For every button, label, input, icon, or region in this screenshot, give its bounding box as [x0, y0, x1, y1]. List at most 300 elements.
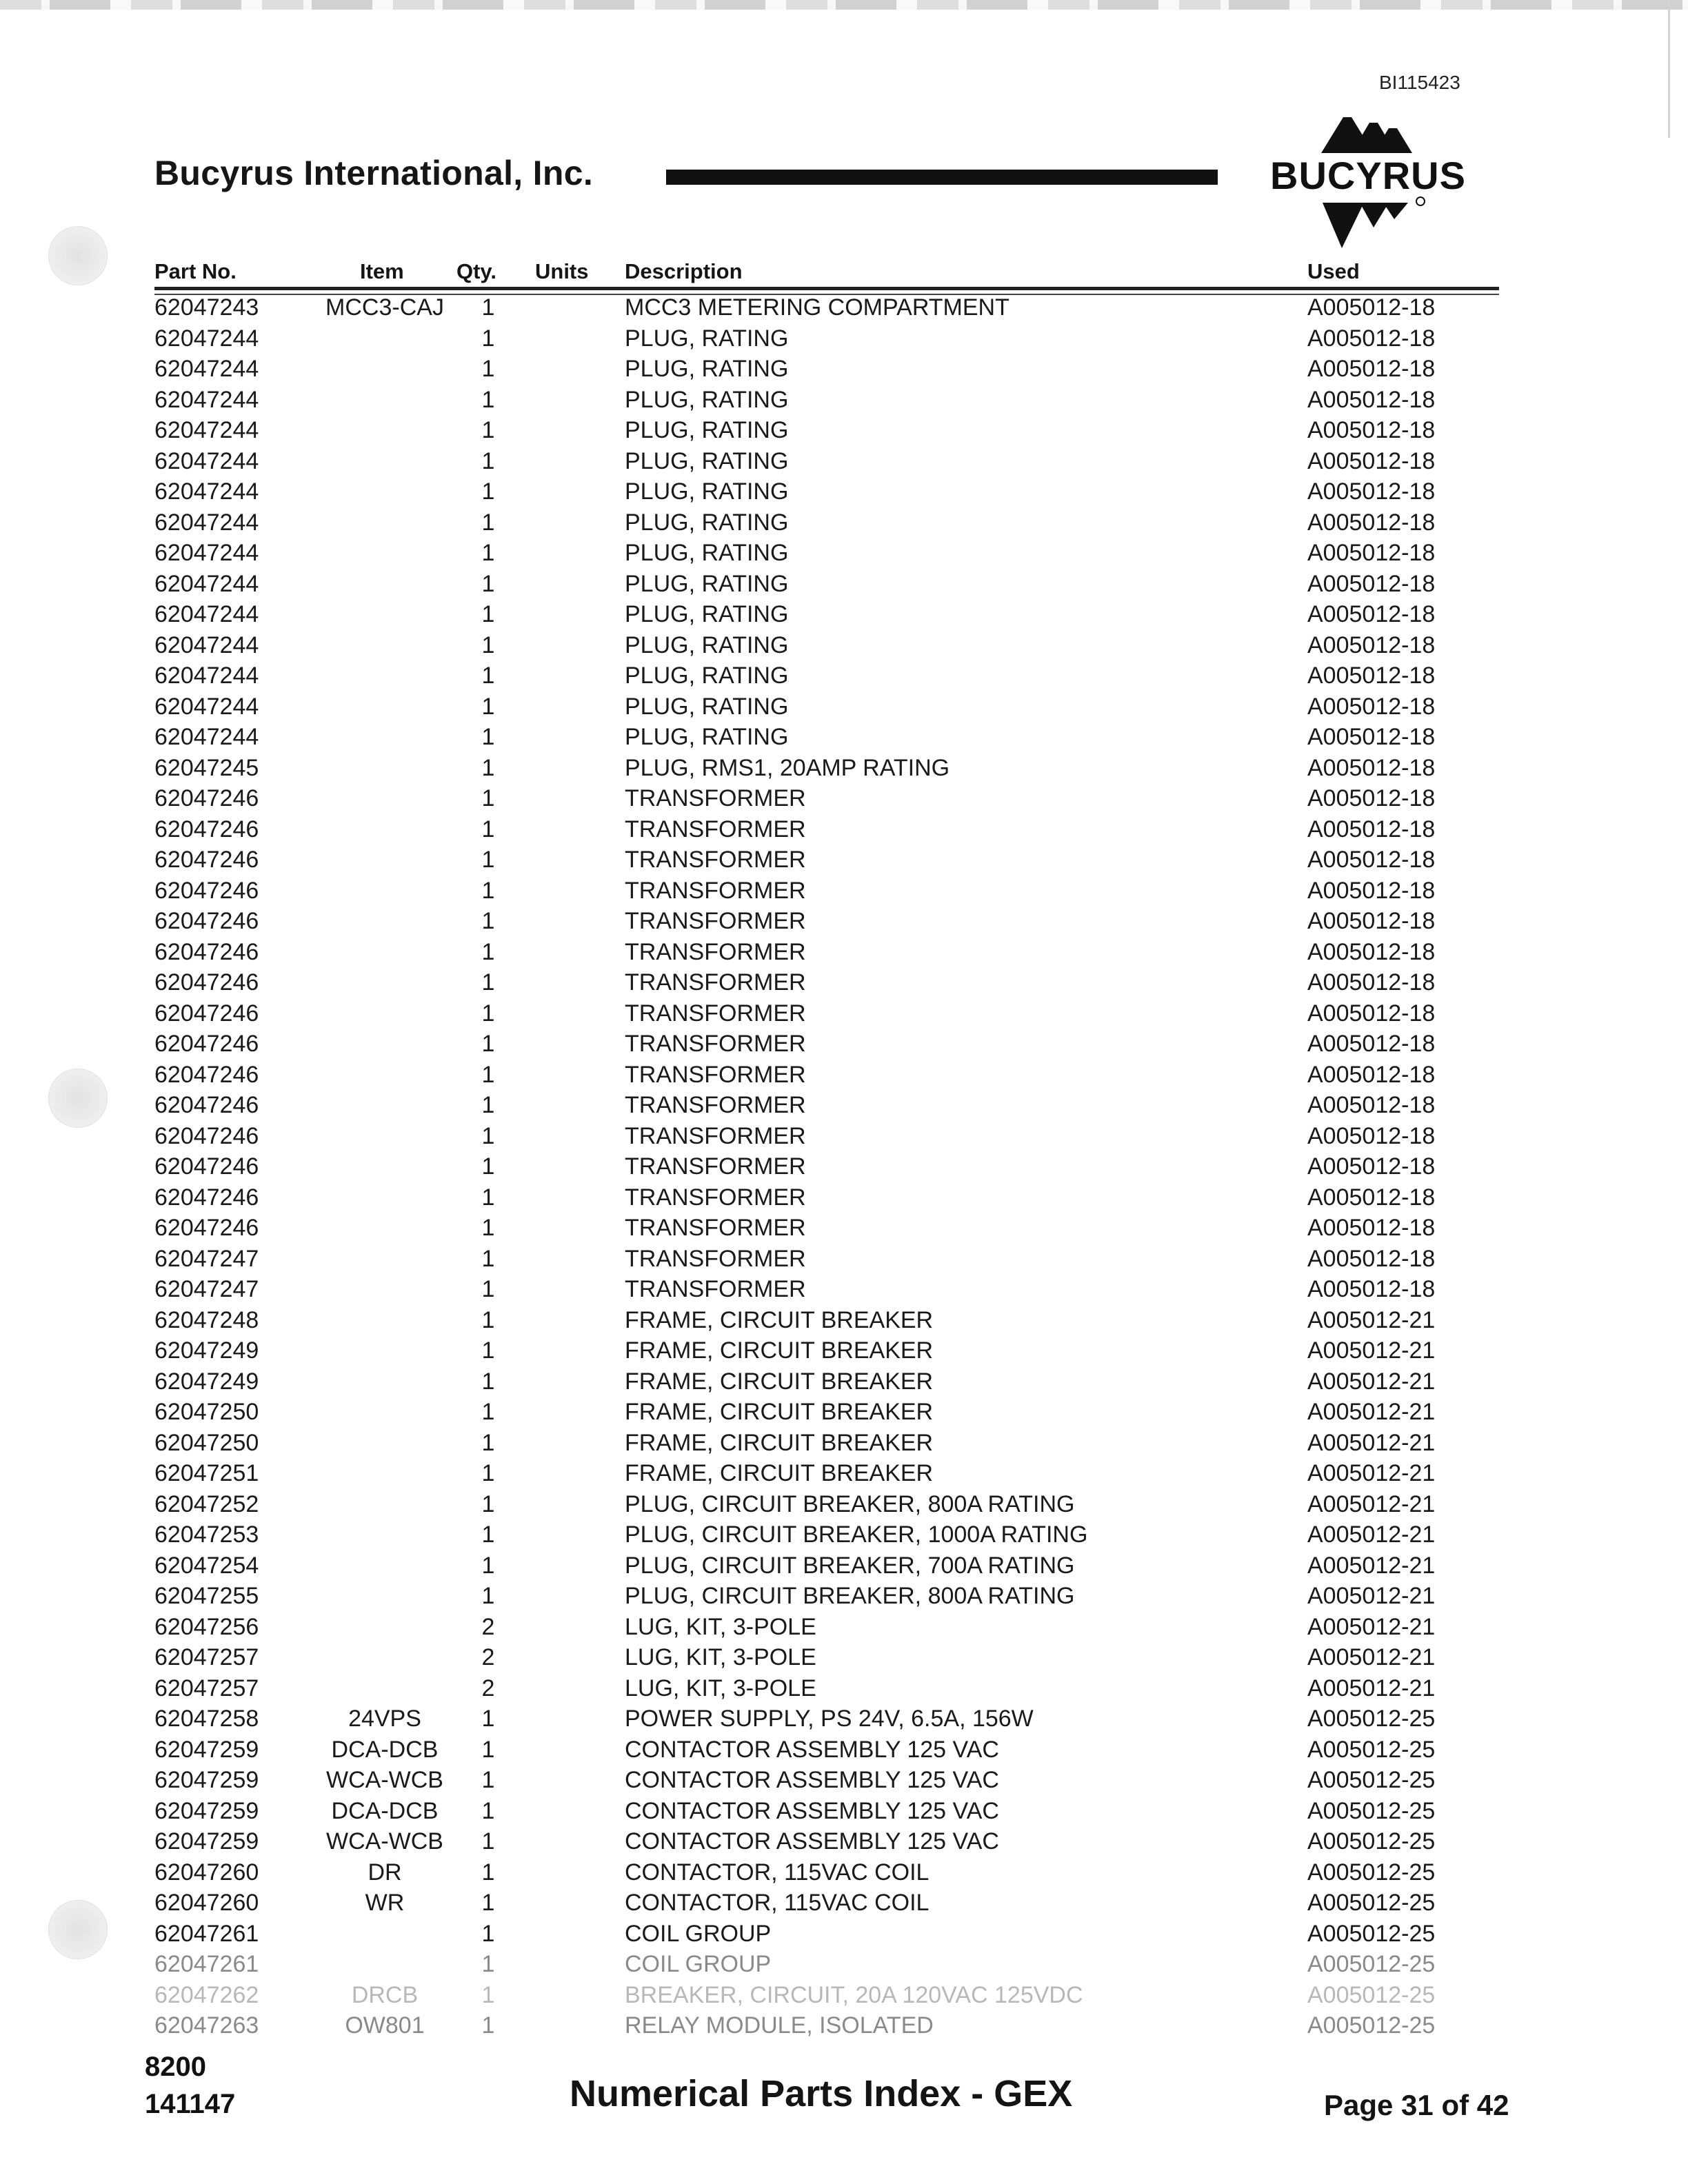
used-cell: A005012-18	[1307, 540, 1436, 566]
used-cell: A005012-25	[1307, 1890, 1436, 1916]
qty-cell: 1	[481, 693, 495, 720]
description-cell: PLUG, RATING	[625, 417, 789, 443]
part-no-cell: 62047247	[154, 1245, 259, 1272]
qty-cell: 1	[481, 1306, 495, 1333]
part-no-cell: 62047243	[154, 294, 259, 321]
qty-cell: 1	[481, 1429, 495, 1456]
table-row	[0, 937, 1688, 968]
table-row	[0, 660, 1688, 691]
part-no-cell: 62047253	[154, 1521, 259, 1548]
used-cell: A005012-21	[1307, 1368, 1436, 1395]
qty-cell: 1	[481, 386, 495, 413]
used-cell: A005012-21	[1307, 1613, 1436, 1640]
used-cell: A005012-18	[1307, 693, 1436, 720]
column-header-item: Item	[360, 259, 404, 283]
used-cell: A005012-21	[1307, 1521, 1436, 1548]
used-cell: A005012-21	[1307, 1399, 1436, 1425]
used-cell: A005012-18	[1307, 1031, 1436, 1057]
part-no-cell: 62047246	[154, 1031, 259, 1057]
part-no-cell: 62047259	[154, 1767, 259, 1793]
used-cell: A005012-25	[1307, 1920, 1436, 1947]
company-name: Bucyrus International, Inc.	[154, 154, 594, 192]
used-cell: A005012-18	[1307, 1153, 1436, 1180]
part-no-cell: 62047255	[154, 1583, 259, 1609]
description-cell: TRANSFORMER	[625, 1092, 806, 1118]
qty-cell: 1	[481, 1736, 495, 1763]
qty-cell: 1	[481, 325, 495, 352]
table-row	[0, 1090, 1688, 1121]
logo-wordmark: BUCYRUS	[1270, 154, 1466, 197]
table-row	[0, 630, 1688, 661]
table-row	[0, 1458, 1688, 1489]
part-no-cell: 62047244	[154, 386, 259, 413]
part-no-cell: 62047246	[154, 877, 259, 904]
qty-cell: 1	[481, 2012, 495, 2039]
description-cell: TRANSFORMER	[625, 938, 806, 965]
table-row	[0, 783, 1688, 814]
table-row	[0, 906, 1688, 937]
header-rule	[666, 170, 1218, 185]
table-row	[0, 998, 1688, 1029]
used-cell: A005012-25	[1307, 1797, 1436, 1824]
used-cell: A005012-18	[1307, 509, 1436, 536]
parts-table	[0, 292, 1688, 2041]
qty-cell: 1	[481, 1951, 495, 1977]
footer-title: Numerical Parts Index - GEX	[570, 2073, 1073, 2114]
part-no-cell: 62047262	[154, 1981, 259, 2008]
table-row	[0, 1888, 1688, 1919]
part-no-cell: 62047260	[154, 1859, 259, 1885]
description-cell: PLUG, RATING	[625, 447, 789, 474]
used-cell: A005012-25	[1307, 1951, 1436, 1977]
qty-cell: 1	[481, 1460, 495, 1486]
table-row	[0, 845, 1688, 876]
used-cell: A005012-21	[1307, 1552, 1436, 1579]
description-cell: TRANSFORMER	[625, 969, 806, 995]
part-no-cell: 62047261	[154, 1951, 259, 1977]
scan-edge-artifact	[1668, 0, 1670, 138]
table-row	[0, 323, 1688, 354]
qty-cell: 1	[481, 1797, 495, 1824]
column-header-part-no: Part No.	[154, 259, 237, 283]
table-row	[0, 569, 1688, 600]
item-cell: DRCB	[351, 1981, 419, 2008]
table-row	[0, 1581, 1688, 1612]
part-no-cell: 62047248	[154, 1306, 259, 1333]
part-no-cell: 62047246	[154, 816, 259, 842]
qty-cell: 2	[481, 1644, 495, 1670]
column-header-used: Used	[1307, 259, 1360, 283]
table-row	[0, 1949, 1688, 1980]
qty-cell: 1	[481, 1000, 495, 1027]
used-cell: A005012-21	[1307, 1337, 1436, 1364]
description-cell: PLUG, RATING	[625, 325, 789, 352]
table-row	[0, 446, 1688, 477]
part-no-cell: 62047246	[154, 969, 259, 995]
description-cell: CONTACTOR ASSEMBLY 125 VAC	[625, 1767, 999, 1793]
description-cell: TRANSFORMER	[625, 1276, 806, 1302]
qty-cell: 1	[481, 1583, 495, 1609]
description-cell: CONTACTOR ASSEMBLY 125 VAC	[625, 1736, 999, 1763]
qty-cell: 1	[481, 1399, 495, 1425]
description-cell: PLUG, RATING	[625, 570, 789, 597]
item-cell: DR	[368, 1859, 402, 1885]
part-no-cell: 62047260	[154, 1890, 259, 1916]
qty-cell: 1	[481, 1920, 495, 1947]
description-cell: TRANSFORMER	[625, 1153, 806, 1180]
used-cell: A005012-25	[1307, 1706, 1436, 1732]
used-cell: A005012-21	[1307, 1644, 1436, 1670]
part-no-cell: 62047246	[154, 1122, 259, 1149]
part-no-cell: 62047254	[154, 1552, 259, 1579]
used-cell: A005012-18	[1307, 1184, 1436, 1211]
description-cell: PLUG, RATING	[625, 509, 789, 536]
description-cell: PLUG, CIRCUIT BREAKER, 1000A RATING	[625, 1521, 1088, 1548]
qty-cell: 2	[481, 1675, 495, 1701]
part-no-cell: 62047244	[154, 417, 259, 443]
table-row	[0, 1151, 1688, 1182]
part-no-cell: 62047261	[154, 1920, 259, 1947]
part-no-cell: 62047246	[154, 1092, 259, 1118]
table-row	[0, 1029, 1688, 1060]
table-row	[0, 1826, 1688, 1857]
qty-cell: 1	[481, 1981, 495, 2008]
part-no-cell: 62047250	[154, 1399, 259, 1425]
part-no-cell: 62047246	[154, 785, 259, 811]
qty-cell: 1	[481, 1122, 495, 1149]
description-cell: PLUG, RATING	[625, 601, 789, 627]
item-cell: WCA-WCB	[326, 1828, 443, 1854]
used-cell: A005012-18	[1307, 570, 1436, 597]
qty-cell: 1	[481, 663, 495, 689]
table-row	[0, 1060, 1688, 1091]
description-cell: TRANSFORMER	[625, 1184, 806, 1211]
qty-cell: 1	[481, 540, 495, 566]
part-no-cell: 62047244	[154, 540, 259, 566]
used-cell: A005012-21	[1307, 1429, 1436, 1456]
used-cell: A005012-18	[1307, 938, 1436, 965]
qty-cell: 1	[481, 356, 495, 382]
part-no-cell: 62047259	[154, 1797, 259, 1824]
table-row	[0, 1919, 1688, 1950]
table-row	[0, 1857, 1688, 1888]
used-cell: A005012-18	[1307, 908, 1436, 934]
table-row	[0, 1305, 1688, 1336]
description-cell: PLUG, RATING	[625, 663, 789, 689]
table-row	[0, 1274, 1688, 1305]
description-cell: RELAY MODULE, ISOLATED	[625, 2012, 934, 2039]
item-cell: WR	[365, 1890, 405, 1916]
table-row	[0, 385, 1688, 416]
part-no-cell: 62047244	[154, 447, 259, 474]
used-cell: A005012-18	[1307, 969, 1436, 995]
qty-cell: 1	[481, 1706, 495, 1732]
used-cell: A005012-25	[1307, 1859, 1436, 1885]
used-cell: A005012-25	[1307, 1981, 1436, 2008]
part-no-cell: 62047257	[154, 1675, 259, 1701]
description-cell: CONTACTOR, 115VAC COIL	[625, 1859, 930, 1885]
description-cell: PLUG, RMS1, 20AMP RATING	[625, 754, 950, 781]
qty-cell: 1	[481, 1859, 495, 1885]
used-cell: A005012-18	[1307, 1122, 1436, 1149]
table-row	[0, 722, 1688, 753]
used-cell: A005012-25	[1307, 2012, 1436, 2039]
qty-cell: 1	[481, 631, 495, 658]
table-row	[0, 1121, 1688, 1152]
used-cell: A005012-18	[1307, 754, 1436, 781]
used-cell: A005012-18	[1307, 663, 1436, 689]
description-cell: PLUG, RATING	[625, 724, 789, 750]
qty-cell: 1	[481, 1061, 495, 1088]
table-row	[0, 753, 1688, 784]
part-no-cell: 62047246	[154, 1061, 259, 1088]
description-cell: FRAME, CIRCUIT BREAKER	[625, 1306, 934, 1333]
item-cell: WCA-WCB	[326, 1767, 443, 1793]
description-cell: MCC3 METERING COMPARTMENT	[625, 294, 1009, 321]
qty-cell: 1	[481, 1767, 495, 1793]
qty-cell: 1	[481, 1337, 495, 1364]
used-cell: A005012-18	[1307, 816, 1436, 842]
table-row	[0, 1796, 1688, 1827]
qty-cell: 1	[481, 908, 495, 934]
used-cell: A005012-18	[1307, 1276, 1436, 1302]
qty-cell: 1	[481, 294, 495, 321]
qty-cell: 1	[481, 1552, 495, 1579]
description-cell: POWER SUPPLY, PS 24V, 6.5A, 156W	[625, 1706, 1034, 1732]
used-cell: A005012-18	[1307, 478, 1436, 505]
part-no-cell: 62047251	[154, 1460, 259, 1486]
part-no-cell: 62047249	[154, 1337, 259, 1364]
part-no-cell: 62047250	[154, 1429, 259, 1456]
qty-cell: 1	[481, 478, 495, 505]
part-no-cell: 62047247	[154, 1276, 259, 1302]
item-cell: 24VPS	[348, 1706, 421, 1732]
description-cell: COIL GROUP	[625, 1951, 772, 1977]
part-no-cell: 62047244	[154, 509, 259, 536]
part-no-cell: 62047244	[154, 478, 259, 505]
used-cell: A005012-21	[1307, 1306, 1436, 1333]
part-no-cell: 62047244	[154, 631, 259, 658]
used-cell: A005012-18	[1307, 325, 1436, 352]
used-cell: A005012-21	[1307, 1675, 1436, 1701]
punch-hole	[48, 226, 108, 285]
used-cell: A005012-21	[1307, 1583, 1436, 1609]
part-no-cell: 62047246	[154, 908, 259, 934]
qty-cell: 1	[481, 1215, 495, 1241]
table-row	[0, 1642, 1688, 1673]
description-cell: FRAME, CIRCUIT BREAKER	[625, 1429, 934, 1456]
qty-cell: 1	[481, 570, 495, 597]
footer-code: 8200	[145, 2052, 206, 2082]
qty-cell: 1	[481, 1245, 495, 1272]
table-row	[0, 292, 1688, 323]
part-no-cell: 62047249	[154, 1368, 259, 1395]
table-row	[0, 1335, 1688, 1366]
description-cell: TRANSFORMER	[625, 1122, 806, 1149]
table-row	[0, 1519, 1688, 1550]
qty-cell: 1	[481, 509, 495, 536]
qty-cell: 1	[481, 1890, 495, 1916]
description-cell: FRAME, CIRCUIT BREAKER	[625, 1399, 934, 1425]
used-cell: A005012-21	[1307, 1460, 1436, 1486]
table-row	[0, 476, 1688, 507]
part-no-cell: 62047244	[154, 570, 259, 597]
description-cell: FRAME, CIRCUIT BREAKER	[625, 1460, 934, 1486]
description-cell: PLUG, RATING	[625, 540, 789, 566]
part-no-cell: 62047246	[154, 847, 259, 873]
table-row	[0, 415, 1688, 446]
qty-cell: 1	[481, 1092, 495, 1118]
used-cell: A005012-18	[1307, 1000, 1436, 1027]
table-row	[0, 876, 1688, 907]
qty-cell: 1	[481, 601, 495, 627]
used-cell: A005012-18	[1307, 386, 1436, 413]
description-cell: TRANSFORMER	[625, 908, 806, 934]
qty-cell: 1	[481, 1490, 495, 1517]
description-cell: TRANSFORMER	[625, 1000, 806, 1027]
used-cell: A005012-25	[1307, 1828, 1436, 1854]
used-cell: A005012-18	[1307, 785, 1436, 811]
qty-cell: 1	[481, 847, 495, 873]
description-cell: TRANSFORMER	[625, 847, 806, 873]
part-no-cell: 62047259	[154, 1736, 259, 1763]
part-no-cell: 62047244	[154, 356, 259, 382]
part-no-cell: 62047258	[154, 1706, 259, 1732]
qty-cell: 1	[481, 754, 495, 781]
qty-cell: 2	[481, 1613, 495, 1640]
table-row	[0, 1980, 1688, 2011]
qty-cell: 1	[481, 1184, 495, 1211]
used-cell: A005012-18	[1307, 631, 1436, 658]
description-cell: TRANSFORMER	[625, 1245, 806, 1272]
used-cell: A005012-18	[1307, 447, 1436, 474]
table-row	[0, 1366, 1688, 1397]
item-cell: DCA-DCB	[331, 1736, 439, 1763]
table-row	[0, 1673, 1688, 1704]
description-cell: PLUG, RATING	[625, 478, 789, 505]
table-row	[0, 691, 1688, 722]
description-cell: BREAKER, CIRCUIT, 20A 120VAC 125VDC	[625, 1981, 1083, 2008]
used-cell: A005012-21	[1307, 1490, 1436, 1517]
qty-cell: 1	[481, 417, 495, 443]
table-row	[0, 1735, 1688, 1766]
page-number: Page 31 of 42	[1324, 2089, 1509, 2121]
table-row	[0, 1489, 1688, 1520]
table-row	[0, 1765, 1688, 1796]
used-cell: A005012-18	[1307, 1092, 1436, 1118]
description-cell: PLUG, CIRCUIT BREAKER, 800A RATING	[625, 1490, 1075, 1517]
table-row	[0, 1397, 1688, 1428]
qty-cell: 1	[481, 724, 495, 750]
part-no-cell: 62047256	[154, 1613, 259, 1640]
used-cell: A005012-18	[1307, 294, 1436, 321]
description-cell: PLUG, CIRCUIT BREAKER, 700A RATING	[625, 1552, 1075, 1579]
table-row	[0, 1612, 1688, 1643]
part-no-cell: 62047246	[154, 1153, 259, 1180]
part-no-cell: 62047252	[154, 1490, 259, 1517]
part-no-cell: 62047246	[154, 1215, 259, 1241]
description-cell: PLUG, CIRCUIT BREAKER, 800A RATING	[625, 1583, 1075, 1609]
table-row	[0, 967, 1688, 998]
part-no-cell: 62047246	[154, 1184, 259, 1211]
qty-cell: 1	[481, 1153, 495, 1180]
used-cell: A005012-18	[1307, 1061, 1436, 1088]
qty-cell: 1	[481, 1368, 495, 1395]
description-cell: PLUG, RATING	[625, 693, 789, 720]
table-row	[0, 1428, 1688, 1459]
part-no-cell: 62047257	[154, 1644, 259, 1670]
qty-cell: 1	[481, 1828, 495, 1854]
description-cell: PLUG, RATING	[625, 356, 789, 382]
table-row	[0, 1703, 1688, 1735]
qty-cell: 1	[481, 785, 495, 811]
column-header-units: Units	[535, 259, 589, 283]
description-cell: CONTACTOR ASSEMBLY 125 VAC	[625, 1828, 999, 1854]
used-cell: A005012-25	[1307, 1736, 1436, 1763]
table-row	[0, 814, 1688, 845]
part-no-cell: 62047244	[154, 325, 259, 352]
qty-cell: 1	[481, 938, 495, 965]
column-header-description: Description	[625, 259, 743, 283]
part-no-cell: 62047245	[154, 754, 259, 781]
used-cell: A005012-18	[1307, 356, 1436, 382]
table-row	[0, 1244, 1688, 1275]
qty-cell: 1	[481, 877, 495, 904]
item-cell: DCA-DCB	[331, 1797, 439, 1824]
footer-code: 141147	[145, 2089, 236, 2119]
table-row	[0, 1213, 1688, 1244]
description-cell: TRANSFORMER	[625, 877, 806, 904]
description-cell: TRANSFORMER	[625, 1215, 806, 1241]
part-no-cell: 62047259	[154, 1828, 259, 1854]
description-cell: TRANSFORMER	[625, 816, 806, 842]
part-no-cell: 62047244	[154, 693, 259, 720]
used-cell: A005012-18	[1307, 847, 1436, 873]
used-cell: A005012-18	[1307, 724, 1436, 750]
part-no-cell: 62047263	[154, 2012, 259, 2039]
qty-cell: 1	[481, 816, 495, 842]
used-cell: A005012-18	[1307, 1215, 1436, 1241]
description-cell: PLUG, RATING	[625, 386, 789, 413]
description-cell: CONTACTOR, 115VAC COIL	[625, 1890, 930, 1916]
part-no-cell: 62047246	[154, 938, 259, 965]
table-row	[0, 1182, 1688, 1213]
qty-cell: 1	[481, 1276, 495, 1302]
description-cell: LUG, KIT, 3-POLE	[625, 1613, 816, 1640]
description-cell: FRAME, CIRCUIT BREAKER	[625, 1368, 934, 1395]
used-cell: A005012-18	[1307, 417, 1436, 443]
part-no-cell: 62047244	[154, 663, 259, 689]
header-underline	[154, 287, 1499, 290]
used-cell: A005012-18	[1307, 877, 1436, 904]
table-row	[0, 354, 1688, 385]
used-cell: A005012-25	[1307, 1767, 1436, 1793]
item-cell: MCC3-CAJ	[325, 294, 444, 321]
table-row	[0, 538, 1688, 569]
scan-edge-artifact	[0, 0, 1688, 10]
qty-cell: 1	[481, 1031, 495, 1057]
description-cell: FRAME, CIRCUIT BREAKER	[625, 1337, 934, 1364]
qty-cell: 1	[481, 447, 495, 474]
part-no-cell: 62047246	[154, 1000, 259, 1027]
description-cell: CONTACTOR ASSEMBLY 125 VAC	[625, 1797, 999, 1824]
item-cell: OW801	[345, 2012, 425, 2039]
document-id: BI115423	[1379, 72, 1460, 93]
description-cell: TRANSFORMER	[625, 785, 806, 811]
description-cell: LUG, KIT, 3-POLE	[625, 1644, 816, 1670]
description-cell: TRANSFORMER	[625, 1061, 806, 1088]
qty-cell: 1	[481, 1521, 495, 1548]
